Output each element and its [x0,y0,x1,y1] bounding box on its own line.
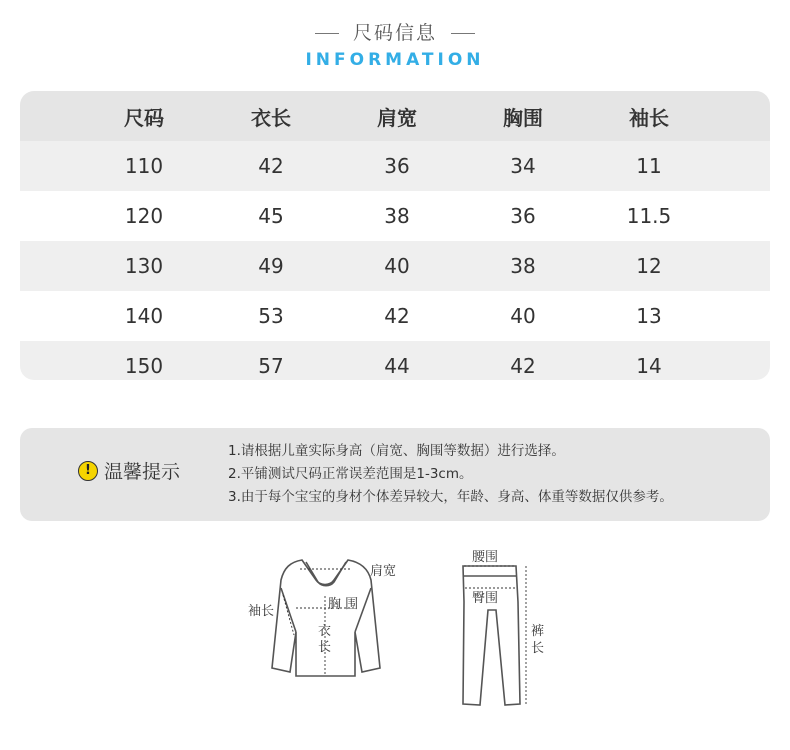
table-row [20,141,770,191]
row-cells [20,191,770,241]
table-cell: 150 [124,354,164,378]
table-cell: 38 [384,204,410,228]
row-cells [20,291,770,341]
header-size: 尺码 [124,105,164,130]
table-cell: 13 [636,304,662,328]
label-chest: 胸 围 [328,597,359,612]
table-cell: 42 [258,154,284,178]
label-shoulder: 肩宽 [370,564,397,579]
table-cell: 44 [384,354,410,378]
table-cell: 12 [636,254,662,278]
header-sleeve: 袖长 [629,105,669,130]
tip-item: 3.由于每个宝宝的身材个体差异较大，年龄、身高、体重等数据仅供参考。 [228,489,673,505]
label-pants-length-1: 裤 [531,624,545,639]
row-cells [20,341,770,380]
measurement-diagram [0,540,790,750]
header-chest: 胸围 [503,105,543,130]
label-pants-length-2: 长 [531,641,545,656]
tips-title-text: 温馨提示 [104,461,181,483]
label-waist: 腰围 [472,550,499,565]
tip-item: 1.请根据儿童实际身高（肩宽、胸围等数据）进行选择。 [228,443,565,459]
title-right-dash [451,33,475,34]
title-left-dash [315,33,339,34]
label-length-1: 衣 [318,624,332,639]
tip-item: 2.平铺测试尺码正常误差范围是1-3cm。 [228,466,473,482]
table-row [20,241,770,291]
row-cells [20,141,770,191]
header-shoulder: 肩宽 [377,105,417,130]
table-cell: 130 [124,254,164,278]
header-subtitle: INFORMATION [305,50,485,70]
table-cell: 42 [384,304,410,328]
table-cell: 42 [510,354,536,378]
table-cell: 36 [384,154,410,178]
table-row [20,291,770,341]
header-length: 衣长 [251,105,291,130]
table-cell: 140 [124,304,164,328]
title-text: 尺码信息 [352,22,437,44]
table-cell: 49 [258,254,284,278]
warning-icon: ! [78,461,98,481]
table-cell: 120 [124,204,164,228]
table-cell: 45 [258,204,284,228]
table-cell: 14 [636,354,662,378]
tips-list [228,440,673,509]
table-cell: 36 [510,204,536,228]
table-row [20,191,770,241]
table-row [20,341,770,380]
tips-box [20,428,770,521]
table-cell: 11.5 [626,204,672,228]
table-cell: 110 [124,154,164,178]
table-header-row [20,91,770,141]
sweater-icon [272,560,380,676]
table-cell: 53 [258,304,284,328]
table-cell: 40 [384,254,410,278]
table-cell: 57 [258,354,284,378]
tips-title [78,457,180,484]
header-title [0,18,790,45]
table-cell: 11 [636,154,662,178]
label-length-2: 长 [318,640,332,655]
table-cell: 40 [510,304,536,328]
label-hip: 臀围 [472,591,499,606]
row-cells [20,241,770,291]
table-cell: 38 [510,254,536,278]
table-cell: 34 [510,154,536,178]
label-sleeve: 袖长 [248,604,275,619]
size-table [20,91,770,380]
